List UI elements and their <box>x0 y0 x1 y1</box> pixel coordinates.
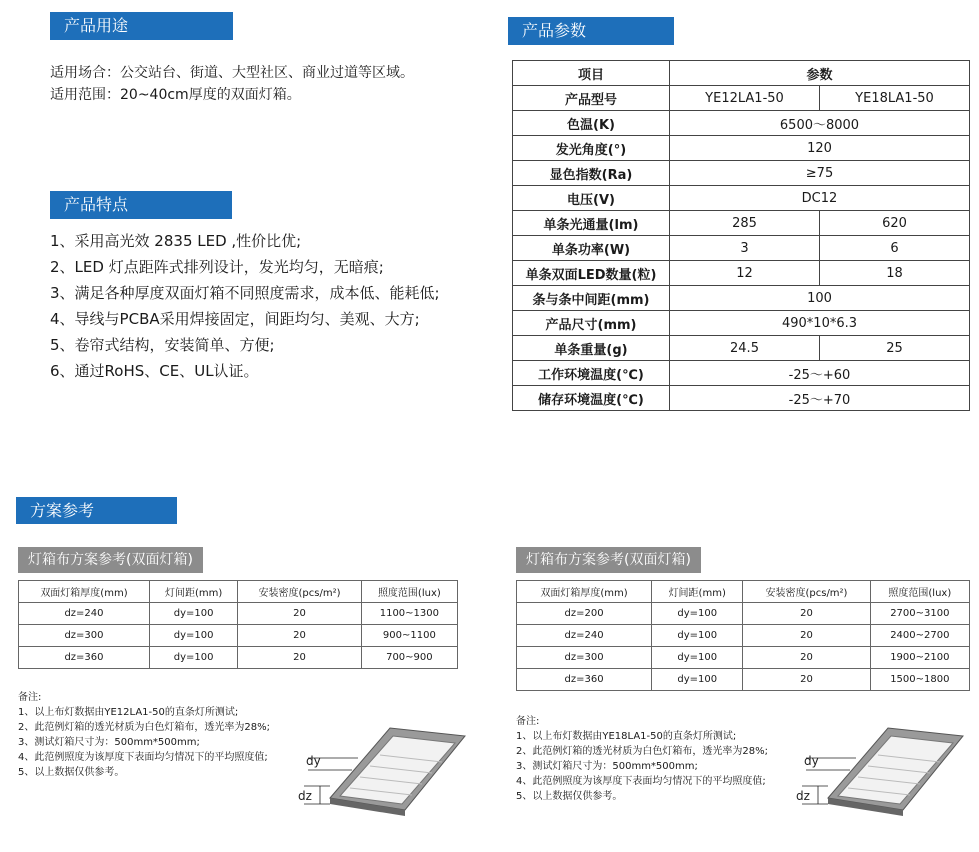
scheme-subtitle-left: 灯箱布方案参考(双面灯箱) <box>18 547 203 573</box>
table-cell: 1500~1800 <box>870 669 969 691</box>
table-cell: dy=100 <box>652 603 743 625</box>
col-header: 安装密度(pcs/m²) <box>743 581 870 603</box>
note-item: 1、以上布灯数据由YE12LA1-50的直条灯所测试; <box>18 707 239 718</box>
scheme-subtitle-right: 灯箱布方案参考(双面灯箱) <box>516 547 701 573</box>
lightbox-diagram-right <box>788 718 968 818</box>
col-header: 双面灯箱厚度(mm) <box>517 581 652 603</box>
table-cell: 20 <box>743 647 870 669</box>
table-row <box>513 261 970 286</box>
table-row <box>513 136 970 161</box>
table-cell: dy=100 <box>149 647 237 669</box>
param-label: 单条重量(g) <box>513 336 670 361</box>
table-cell: dz=360 <box>19 647 150 669</box>
table-row <box>19 625 458 647</box>
note-item: 5、以上数据仅供参考。 <box>516 791 623 802</box>
col-header: 照度范围(lux) <box>870 581 969 603</box>
param-value-b: 6 <box>820 236 970 261</box>
feature-item: 5、卷帘式结构，安装简单、方便; <box>50 336 275 354</box>
scheme-table-right <box>516 580 970 691</box>
param-value: -25～+60 <box>670 361 970 386</box>
feature-item: 1、采用高光效 2835 LED ,性价比优; <box>50 232 302 250</box>
usage-header: 产品用途 <box>50 12 233 40</box>
table-cell: 20 <box>238 603 361 625</box>
table-row <box>517 669 970 691</box>
table-row <box>517 647 970 669</box>
table-cell: 900~1100 <box>361 625 457 647</box>
params-header: 产品参数 <box>508 17 674 45</box>
table-row <box>513 86 970 111</box>
param-label: 单条光通量(lm) <box>513 211 670 236</box>
dy-label: dy <box>306 754 321 768</box>
notes-right <box>516 714 768 804</box>
param-value: 6500～8000 <box>670 111 970 136</box>
param-value-a: 285 <box>670 211 820 236</box>
lightbox-diagram-left <box>290 718 470 818</box>
param-value: 490*10*6.3 <box>670 311 970 336</box>
table-cell: dz=240 <box>19 603 150 625</box>
feature-item: 4、导线与PCBA采用焊接固定，间距均匀、美观、大方; <box>50 310 420 328</box>
usage-line-2: 适用范围：20~40cm厚度的双面灯箱。 <box>50 87 301 103</box>
note-item: 2、此范例灯箱的透光材质为白色灯箱布，透光率为28%; <box>516 746 768 757</box>
table-cell: dy=100 <box>149 603 237 625</box>
table-cell: 20 <box>743 603 870 625</box>
dy-label: dy <box>804 754 819 768</box>
param-value-a: 3 <box>670 236 820 261</box>
param-label: 发光角度(°) <box>513 136 670 161</box>
col-header: 灯间距(mm) <box>149 581 237 603</box>
table-cell: 20 <box>743 625 870 647</box>
usage-line-1: 适用场合：公交站台、街道、大型社区、商业过道等区域。 <box>50 65 414 81</box>
table-row <box>513 211 970 236</box>
table-cell: 20 <box>238 625 361 647</box>
scheme-header: 方案参考 <box>16 497 177 524</box>
features-header: 产品特点 <box>50 191 232 219</box>
param-label: 电压(V) <box>513 186 670 211</box>
table-row <box>513 161 970 186</box>
note-item: 3、测试灯箱尺寸为：500mm*500mm; <box>516 761 698 772</box>
notes-title: 备注: <box>516 716 540 727</box>
note-item: 4、此范例照度为该厚度下表面均匀情况下的平均照度值; <box>18 752 268 763</box>
param-label: 产品型号 <box>513 86 670 111</box>
params-table <box>512 60 970 411</box>
param-label: 条与条中间距(mm) <box>513 286 670 311</box>
table-row <box>19 581 458 603</box>
table-row <box>19 647 458 669</box>
col-header: 灯间距(mm) <box>652 581 743 603</box>
features-list <box>50 228 440 384</box>
param-model-a: YE12LA1-50 <box>670 86 820 111</box>
table-cell: dz=240 <box>517 625 652 647</box>
table-cell: 1900~2100 <box>870 647 969 669</box>
table-cell: dz=360 <box>517 669 652 691</box>
table-cell: 2400~2700 <box>870 625 969 647</box>
dz-label: dz <box>796 789 810 803</box>
scheme-table-left <box>18 580 458 669</box>
feature-item: 2、LED 灯点距阵式排列设计，发光均匀，无暗痕; <box>50 258 384 276</box>
notes-left <box>18 690 270 780</box>
feature-item: 6、通过RoHS、CE、UL认证。 <box>50 362 259 380</box>
table-cell: 20 <box>743 669 870 691</box>
param-value-b: 25 <box>820 336 970 361</box>
param-model-b: YE18LA1-50 <box>820 86 970 111</box>
note-item: 3、测试灯箱尺寸为：500mm*500mm; <box>18 737 200 748</box>
note-item: 2、此范例灯箱的透光材质为白色灯箱布，透光率为28%; <box>18 722 270 733</box>
table-row <box>517 625 970 647</box>
param-label: 显色指数(Ra) <box>513 161 670 186</box>
table-row <box>513 311 970 336</box>
param-value: DC12 <box>670 186 970 211</box>
param-header-item: 项目 <box>513 61 670 86</box>
table-cell: 2700~3100 <box>870 603 969 625</box>
note-item: 1、以上布灯数据由YE18LA1-50的直条灯所测试; <box>516 731 737 742</box>
table-row <box>517 603 970 625</box>
note-item: 5、以上数据仅供参考。 <box>18 767 125 778</box>
table-row <box>513 111 970 136</box>
table-cell: 20 <box>238 647 361 669</box>
table-row <box>513 236 970 261</box>
table-cell: dy=100 <box>652 669 743 691</box>
col-header: 安装密度(pcs/m²) <box>238 581 361 603</box>
table-cell: dy=100 <box>652 647 743 669</box>
param-label: 单条功率(W) <box>513 236 670 261</box>
table-row <box>513 336 970 361</box>
param-value: -25～+70 <box>670 386 970 411</box>
table-row <box>513 186 970 211</box>
param-label: 单条双面LED数量(粒) <box>513 261 670 286</box>
note-item: 4、此范例照度为该厚度下表面均匀情况下的平均照度值; <box>516 776 766 787</box>
table-row <box>19 603 458 625</box>
table-cell: dz=300 <box>19 625 150 647</box>
table-row <box>513 286 970 311</box>
param-value: ≥75 <box>670 161 970 186</box>
table-cell: dy=100 <box>149 625 237 647</box>
notes-title: 备注: <box>18 692 42 703</box>
table-row <box>513 361 970 386</box>
feature-item: 3、满足各种厚度双面灯箱不同照度需求，成本低、能耗低; <box>50 284 440 302</box>
table-cell: 1100~1300 <box>361 603 457 625</box>
col-header: 双面灯箱厚度(mm) <box>19 581 150 603</box>
col-header: 照度范围(lux) <box>361 581 457 603</box>
param-header-value: 参数 <box>670 61 970 86</box>
table-row <box>513 386 970 411</box>
param-value: 100 <box>670 286 970 311</box>
table-cell: dy=100 <box>652 625 743 647</box>
param-label: 储存环境温度(℃) <box>513 386 670 411</box>
table-cell: dz=300 <box>517 647 652 669</box>
param-label: 产品尺寸(mm) <box>513 311 670 336</box>
param-label: 工作环境温度(℃) <box>513 361 670 386</box>
table-cell: dz=200 <box>517 603 652 625</box>
param-value: 120 <box>670 136 970 161</box>
param-value-a: 12 <box>670 261 820 286</box>
dz-label: dz <box>298 789 312 803</box>
param-value-a: 24.5 <box>670 336 820 361</box>
param-label: 色温(K) <box>513 111 670 136</box>
param-value-b: 18 <box>820 261 970 286</box>
table-row <box>513 61 970 86</box>
table-row <box>517 581 970 603</box>
param-value-b: 620 <box>820 211 970 236</box>
table-cell: 700~900 <box>361 647 457 669</box>
